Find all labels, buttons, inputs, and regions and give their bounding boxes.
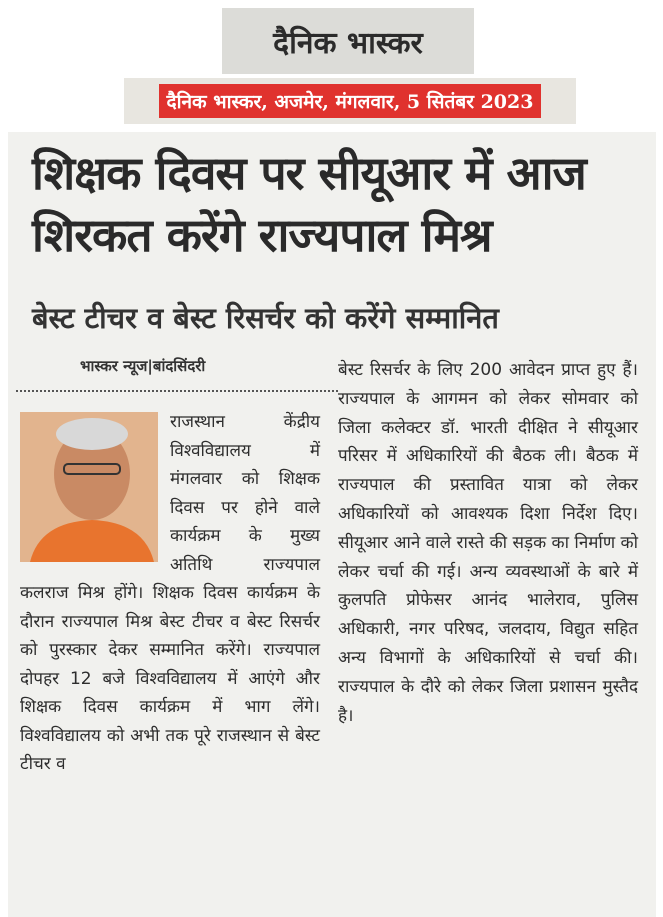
newspaper-masthead — [222, 8, 474, 74]
article-byline: भास्कर न्यूज|बांदसिंदरी — [80, 357, 206, 375]
dateline-strip — [124, 78, 576, 124]
governor-photo — [20, 412, 158, 562]
column-1-text: राजस्थान केंद्रीय विश्वविद्यालय में मंगलवार को शिक्षक दिवस पर होने वाले कार्यक्रम के मुख्य अतिथि राज्यपाल कलराज मिश्र होंगे। शिक्षक दिवस कार्यक्रम के दौरान राज्यपाल मिश्र बेस्ट टीचर व बेस्ट रिसर्चर को पुरस्कार देकर सम्मानित करेंगे। राज्यपाल दोपहर 12 बजे विश्वविद्यालय में आएंगे और शिक्षक दिवस कार्यक्रम में भाग लेंगे। विश्वविद्यालय को अभी तक पूरे राजस्थान से बेस्ट टीचर व — [20, 412, 320, 774]
dateline-text: दैनिक भास्कर, अजमेर, मंगलवार, 5 सितंबर 2023 — [159, 84, 542, 118]
article-clipping — [8, 132, 656, 917]
article-column-1 — [20, 408, 320, 779]
article-subheadline: बेस्ट टीचर व बेस्ट रिसर्चर को करेंगे सम्मानित — [32, 301, 499, 335]
byline-divider — [16, 390, 338, 392]
article-headline: शिक्षक दिवस पर सीयूआर में आज शिरकत करेंगे राज्यपाल मिश्र — [32, 146, 586, 262]
masthead-name: दैनिक भास्कर — [273, 25, 423, 61]
column-2-text: बेस्ट रिसर्चर के लिए 200 आवेदन प्राप्त हुए हैं। राज्यपाल के आगमन को लेकर सोमवार को जिला कलेक्टर डॉ. भारती दीक्षित ने सीयूआर परिसर में अधिकारियों की बैठक ली। बैठक में राज्यपाल की प्रस्तावित यात्रा को लेकर अधिकारियों को आवश्यक दिशा निर्देश दिए। सीयूआर आने वाले रास्ते की सड़क का निर्माण को लेकर चर्चा की गई। अन्य व्यवस्थाओं के बारे में कुलपति प्रोफेसर आनंद भालेराव, पुलिस अधिकारी, नगर परिषद, जलदाय, विद्युत सहित अन्य विभागों के अधिकारियों से चर्चा की। राज्यपाल के दौरे को लेकर जिला प्रशासन मुस्तैद है। — [338, 360, 638, 726]
